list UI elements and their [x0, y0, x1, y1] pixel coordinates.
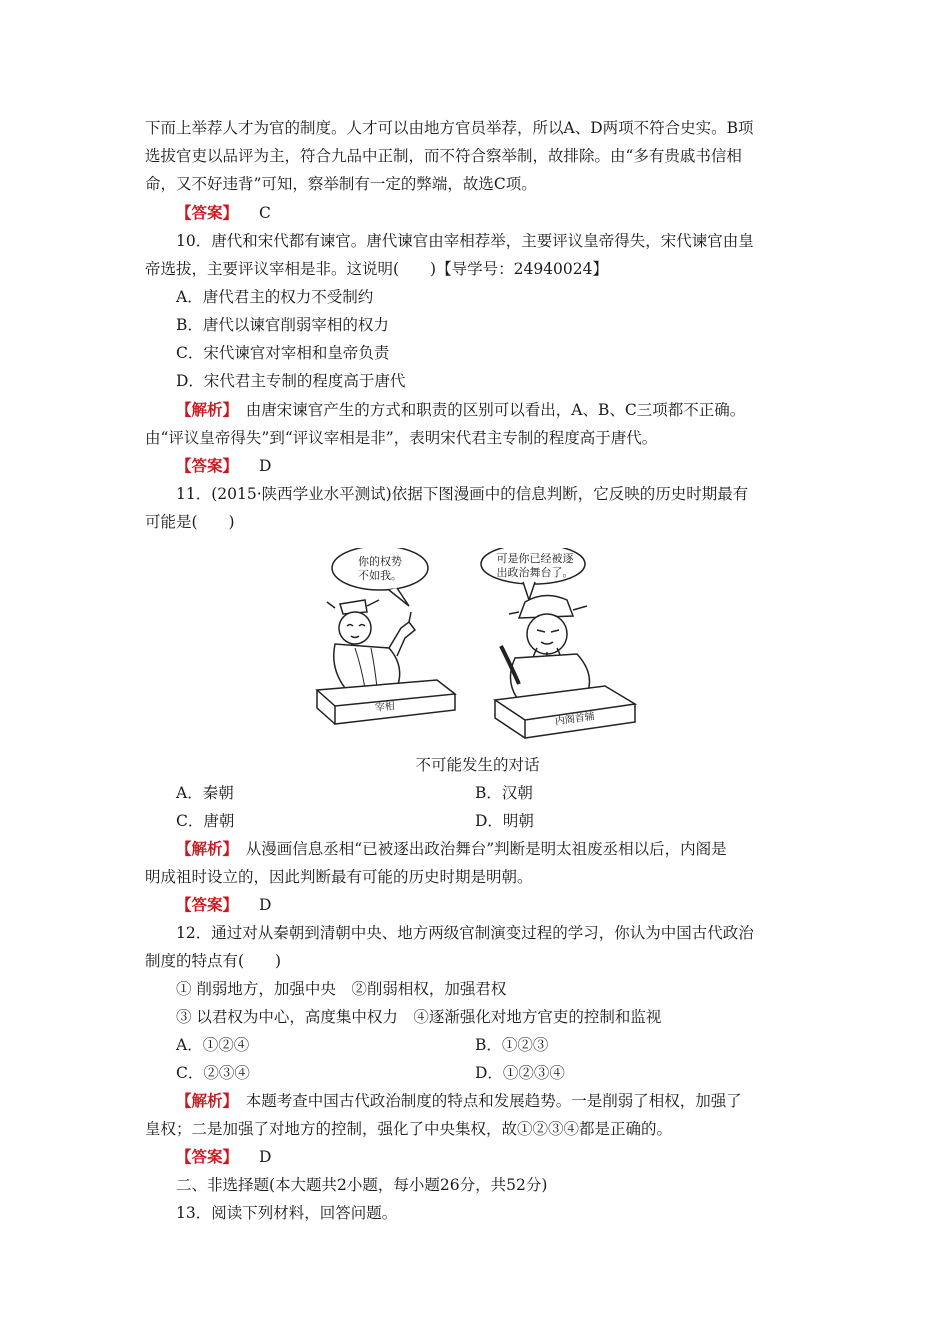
intro-line-3: 命，又不好违背”可知，察举制有一定的弊端，故选C项。 [145, 175, 537, 193]
q11-option-b: B．汉朝 [475, 784, 533, 802]
analysis-label: 【解析】 [176, 839, 231, 858]
q9-answer [176, 203, 271, 223]
q10-option-c: C．宋代谏官对宰相和皇帝负责 [176, 344, 390, 362]
answer-label: 【答案】 [176, 895, 239, 914]
q10-stem-line-1: 10．唐代和宋代都有谏官。唐代谏官由宰相荐举，主要评议皇帝得失，宋代谏官由皇 [176, 232, 754, 250]
right-base-label: 内阁首辅 [554, 711, 596, 728]
q12-analysis-line-1 [176, 1091, 742, 1111]
q12-analysis-line-2: 皇权；二是加强了对地方的控制，强化了中央集权，故①②③④都是正确的。 [145, 1120, 673, 1138]
q10-analysis-text: 由唐宋谏官产生的方式和职责的区别可以看出，A、B、C三项都不正确。 [230, 401, 746, 419]
section-heading: 二、非选择题(本大题共2小题，每小题26分，共52分) [176, 1176, 548, 1194]
q12-stem-line-1: 12．通过对从秦朝到清朝中央、地方两级官制演变过程的学习，你认为中国古代政治 [176, 924, 754, 942]
q11-answer [176, 895, 271, 915]
q10-analysis-line-1 [176, 400, 745, 420]
left-bubble-line-2: 不如我。 [358, 569, 402, 582]
q12-option-a: A．①②④ [176, 1036, 250, 1054]
q11-analysis-line-2: 明成祖时设立的，因此判断最有可能的历史时期是明朝。 [145, 868, 533, 886]
q11-analysis-text: 从漫画信息丞相“已被逐出政治舞台”判断是明太祖废丞相以后，内阁是 [230, 840, 727, 858]
answer-value: D [258, 457, 272, 475]
answer-label: 【答案】 [176, 456, 239, 475]
left-bubble-text [345, 555, 415, 583]
q12-item-line-2: ③ 以君权为中心，高度集中权力 ④逐渐强化对地方官吏的控制和监视 [176, 1008, 662, 1026]
q11-analysis-line-1 [176, 839, 727, 859]
q12-stem-line-2: 制度的特点有( ) [145, 952, 282, 970]
q10-option-a: A．唐代君主的权力不受制约 [176, 288, 374, 306]
answer-value: D [258, 896, 272, 914]
q11-stem-line-1: 11．(2015·陕西学业水平测试)依据下图漫画中的信息判断，它反映的历史时期最有 [176, 485, 749, 503]
right-bubble-text [480, 552, 590, 580]
q10-stem-line-2: 帝选拔，主要评议宰相是非。这说明( )【导学号：24940024】 [145, 260, 608, 278]
q12-option-d: D．①②③④ [475, 1064, 565, 1082]
analysis-label: 【解析】 [176, 1091, 231, 1110]
answer-value: C [258, 204, 271, 222]
q10-analysis-line-2: 由“评议皇帝得失”到“评议宰相是非”，表明宋代君主专制的程度高于唐代。 [145, 429, 658, 447]
q12-analysis-text: 本题考查中国古代政治制度的特点和发展趋势。一是削弱了相权，加强了 [230, 1092, 742, 1110]
q12-answer [176, 1147, 271, 1167]
cartoon-caption: 不可能发生的对话 [415, 756, 540, 774]
analysis-label: 【解析】 [176, 400, 231, 419]
q10-answer [176, 456, 271, 476]
left-base-label: 宰相 [374, 701, 396, 714]
q10-option-d: D．宋代君主专制的程度高于唐代 [176, 372, 406, 390]
q12-item-line-1: ① 削弱地方，加强中央 ②削弱相权，加强君权 [176, 980, 507, 998]
intro-line-1: 下而上举荐人才为官的制度。人才可以由地方官员举荐，所以A、D两项不符合史实。B项 [145, 119, 754, 137]
answer-label: 【答案】 [176, 1147, 239, 1166]
answer-label: 【答案】 [176, 203, 239, 222]
q10-option-b: B．唐代以谏官削弱宰相的权力 [176, 316, 389, 334]
right-bubble-line-1: 可是你已经被逐 [496, 552, 574, 565]
q12-option-b: B．①②③ [475, 1036, 549, 1054]
q11-stem-line-2: 可能是( ) [145, 513, 235, 531]
q12-option-c: C．②③④ [176, 1064, 250, 1082]
q11-option-d: D．明朝 [475, 812, 534, 830]
right-bubble-line-2: 出政治舞台了。 [496, 566, 574, 579]
intro-line-2: 选拔官吏以品评为主，符合九品中正制，而不符合察举制，故排除。由“多有贵戚书信相 [145, 147, 742, 165]
q13-stem: 13．阅读下列材料，回答问题。 [176, 1204, 398, 1222]
q11-option-a: A．秦朝 [176, 784, 234, 802]
left-bubble-line-1: 你的权势 [358, 555, 402, 568]
answer-value: D [258, 1148, 272, 1166]
q11-option-c: C．唐朝 [176, 812, 235, 830]
